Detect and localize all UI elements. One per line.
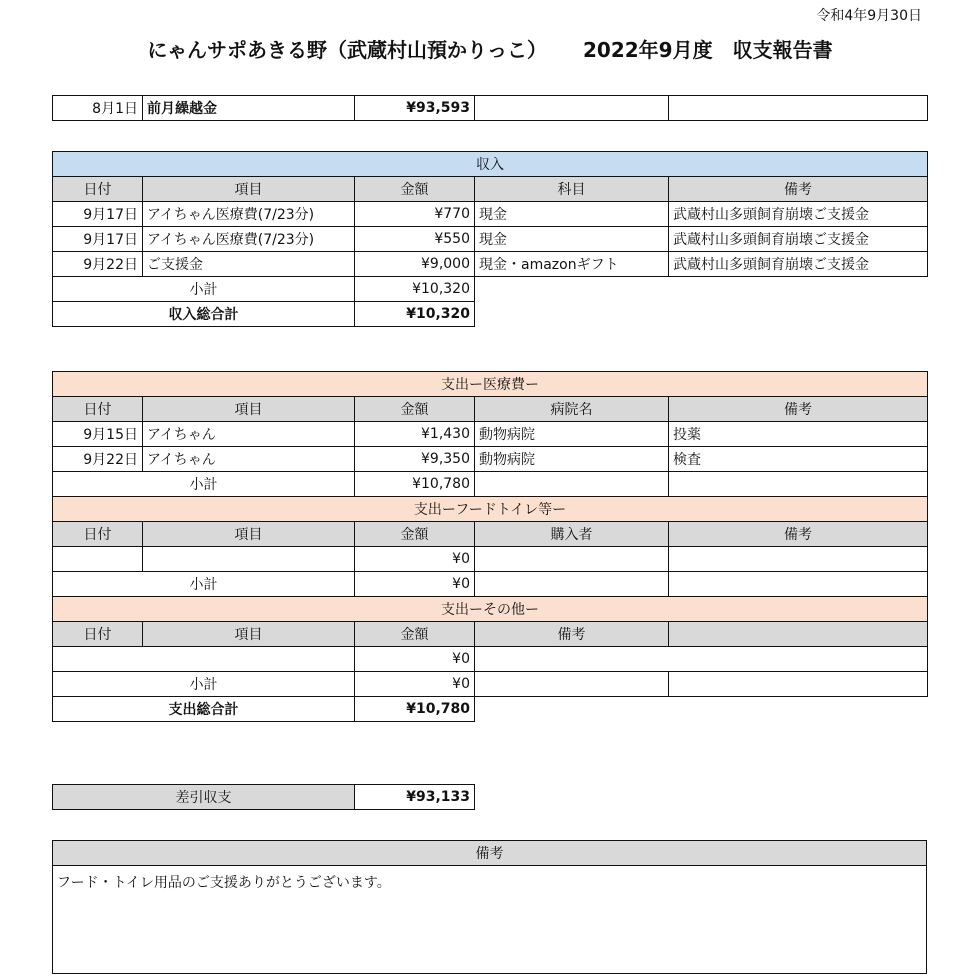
- row-item: アイちゃん: [143, 422, 355, 447]
- income-total-row: [53, 302, 928, 327]
- subtotal-amount: ¥0: [355, 672, 475, 697]
- subtotal-label: 小計: [53, 277, 355, 302]
- expense-total-amount: ¥10,780: [355, 697, 475, 722]
- row-hospital: 動物病院: [475, 422, 669, 447]
- row-item: アイちゃん: [143, 447, 355, 472]
- balance-label: 差引収支: [53, 785, 355, 810]
- expense-total-row: [53, 697, 928, 722]
- row-amount: ¥1,430: [355, 422, 475, 447]
- income-total-amount: ¥10,320: [355, 302, 475, 327]
- income-header-row: [53, 177, 928, 202]
- row-amount: ¥9,350: [355, 447, 475, 472]
- table-row: [53, 422, 928, 447]
- col-header-amount: 金額: [355, 622, 475, 647]
- col-header-amount: 金額: [355, 177, 475, 202]
- row-category: 現金・amazonギフト: [475, 252, 669, 277]
- report-title: [0, 34, 980, 63]
- carryover-date: 8月1日: [53, 96, 143, 121]
- row-amount: ¥0: [355, 547, 475, 572]
- table-row: [53, 647, 928, 672]
- expense-table: [52, 371, 928, 722]
- balance-row: [53, 785, 475, 810]
- other-subtotal-row: [53, 672, 928, 697]
- row-amount: ¥550: [355, 227, 475, 252]
- subtotal-amount: ¥0: [355, 572, 475, 597]
- row-category: 現金: [475, 202, 669, 227]
- remarks-table: [52, 840, 927, 974]
- row-item: アイちゃん医療費(7/23分): [143, 227, 355, 252]
- col-header-item: 項目: [143, 622, 355, 647]
- table-row: [53, 252, 928, 277]
- row-note: 武蔵村山多頭飼育崩壊ご支援金: [669, 202, 928, 227]
- income-section-title: 収入: [53, 152, 928, 177]
- expense-total-label: 支出総合計: [53, 697, 355, 722]
- balance-table: [52, 784, 475, 810]
- carryover-empty-cell: [475, 96, 669, 121]
- row-hospital: 動物病院: [475, 447, 669, 472]
- row-note: 検査: [669, 447, 928, 472]
- balance-amount: ¥93,133: [355, 785, 475, 810]
- remarks-title: 備考: [53, 841, 927, 866]
- col-header-hospital: 病院名: [475, 397, 669, 422]
- row-amount: ¥9,000: [355, 252, 475, 277]
- carryover-empty-cell: [669, 96, 928, 121]
- medical-subtotal-row: [53, 472, 928, 497]
- title-period: 2022年9月度 収支報告書: [583, 38, 833, 62]
- col-header-note: 備考: [669, 177, 928, 202]
- row-note: 投薬: [669, 422, 928, 447]
- row-item: ご支援金: [143, 252, 355, 277]
- food-subtotal-row: [53, 572, 928, 597]
- row-amount: ¥0: [355, 647, 475, 672]
- subtotal-amount: ¥10,320: [355, 277, 475, 302]
- subtotal-label: 小計: [53, 572, 355, 597]
- other-section-title: 支出ーその他ー: [53, 597, 928, 622]
- col-header-item: 項目: [143, 522, 355, 547]
- income-subtotal-row: [53, 277, 928, 302]
- row-amount: ¥770: [355, 202, 475, 227]
- carryover-table: [52, 95, 928, 121]
- col-header-amount: 金額: [355, 397, 475, 422]
- food-header-row: [53, 522, 928, 547]
- carryover-amount: ¥93,593: [355, 96, 475, 121]
- table-row: [53, 547, 928, 572]
- col-header-date: 日付: [53, 622, 143, 647]
- row-date: 9月22日: [53, 447, 143, 472]
- col-header-note: 備考: [669, 522, 928, 547]
- col-header-amount: 金額: [355, 522, 475, 547]
- col-header-note: 備考: [669, 397, 928, 422]
- report-date: 令和4年9月30日: [816, 8, 922, 24]
- subtotal-label: 小計: [53, 472, 355, 497]
- table-row: [53, 202, 928, 227]
- col-header-item: 項目: [143, 177, 355, 202]
- row-category: 現金: [475, 227, 669, 252]
- col-header-date: 日付: [53, 397, 143, 422]
- subtotal-amount: ¥10,780: [355, 472, 475, 497]
- food-section-title: 支出ーフードトイレ等ー: [53, 497, 928, 522]
- carryover-row: [53, 96, 928, 121]
- col-header-buyer: 購入者: [475, 522, 669, 547]
- row-date: 9月15日: [53, 422, 143, 447]
- income-table: [52, 151, 928, 327]
- col-header-note: 備考: [475, 622, 669, 647]
- row-date: 9月22日: [53, 252, 143, 277]
- table-row: [53, 447, 928, 472]
- medical-header-row: [53, 397, 928, 422]
- row-note: 武蔵村山多頭飼育崩壊ご支援金: [669, 227, 928, 252]
- medical-section-title: 支出ー医療費ー: [53, 372, 928, 397]
- row-note: 武蔵村山多頭飼育崩壊ご支援金: [669, 252, 928, 277]
- other-header-row: [53, 622, 928, 647]
- table-row: [53, 227, 928, 252]
- col-header-item: 項目: [143, 397, 355, 422]
- income-total-label: 収入総合計: [53, 302, 355, 327]
- col-header-date: 日付: [53, 177, 143, 202]
- row-date: 9月17日: [53, 202, 143, 227]
- subtotal-label: 小計: [53, 672, 355, 697]
- title-org: にゃんサポあきる野（武蔵村山預かりっこ）: [147, 38, 547, 62]
- remarks-text: フード・トイレ用品のご支援ありがとうございます。: [53, 866, 927, 974]
- row-item: アイちゃん医療費(7/23分): [143, 202, 355, 227]
- carryover-label: 前月繰越金: [143, 96, 355, 121]
- row-date: 9月17日: [53, 227, 143, 252]
- col-header-date: 日付: [53, 522, 143, 547]
- col-header-category: 科目: [475, 177, 669, 202]
